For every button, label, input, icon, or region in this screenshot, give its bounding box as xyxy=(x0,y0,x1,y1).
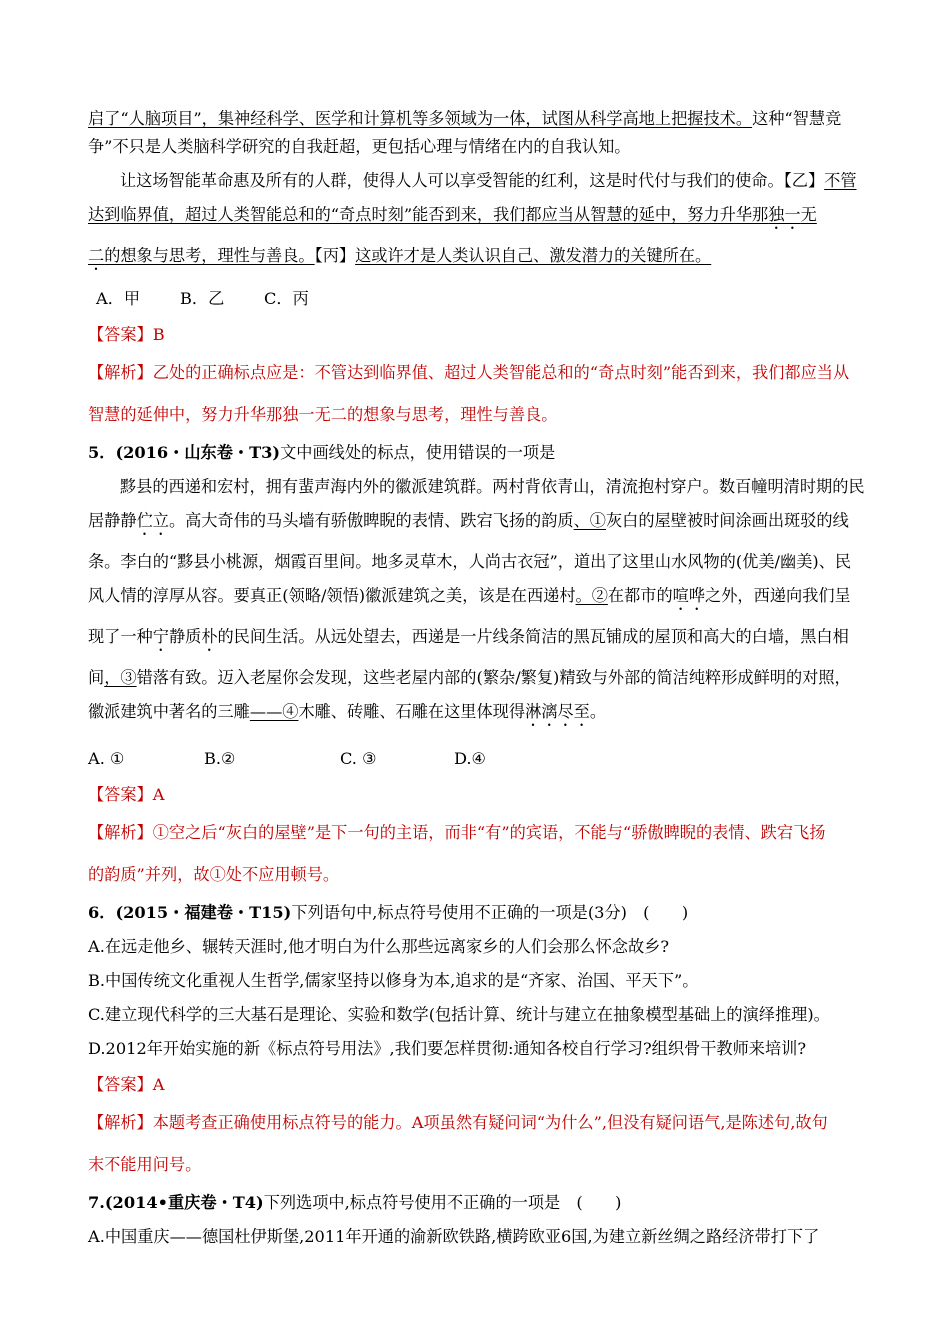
q4-analysis-line2: 智慧的延伸中，努力升华那独一无二的想象与思考，理性与善良。 xyxy=(88,405,558,424)
q5-options xyxy=(88,748,868,770)
q4-para2-line3: 二的想象与思考，理性与善良。【丙】这或许才是人类认识自己、激发潜力的关键所在。 xyxy=(88,246,712,265)
q5-option-c[interactable]: C. ③ xyxy=(340,749,377,768)
q4-option-a[interactable]: A．甲 xyxy=(96,289,141,308)
q4-para2-line2: 达到临界值，超过人类智能总和的“奇点时刻”能否到来，我们都应当从智慧的延中，努力升华那独一无 xyxy=(88,205,817,224)
q5-text-line4: 风人情的淳厚从容。要真正(领略/领悟)徽派建筑之美，该是在西递村。②在都市的喧哗之外，西递向我们呈 xyxy=(88,586,851,605)
q5-option-a[interactable]: A. ① xyxy=(88,749,125,768)
q5-text-line2: 居静静伫立。高大奇伟的马头墙有骄傲睥睨的表情、跌宕飞扬的韵质、①灰白的屋壁被时间涂画出斑驳的线 xyxy=(88,511,849,530)
q5-analysis-line2: 的韵质”并列，故①处不应用顿号。 xyxy=(88,865,340,884)
q6-analysis-line1: 【解析】本题考查正确使用标点符号的能力。A项虽然有疑问词“为什么”,但没有疑问语气,是陈述句,故句 xyxy=(88,1113,828,1132)
q6-option-d[interactable]: D.2012年开始实施的新《标点符号用法》,我们要怎样贯彻:通知各校自行学习?组织骨干教师来培训? xyxy=(88,1039,807,1058)
q6-title: 6．(2015・福建卷・T15)下列语句中,标点符号使用不正确的一项是(3分) ( ) xyxy=(88,903,689,922)
document-page xyxy=(88,108,868,1248)
q5-option-d[interactable]: D.④ xyxy=(454,749,487,768)
q4-line2: 争”不只是人类脑科学研究的自我赶超，更包括心理与情绪在内的自我认知。 xyxy=(88,137,631,156)
q4-para2-line1: 让这场智能革命惠及所有的人群，使得人人可以享受智能的红利，这是时代付与我们的使命。【乙】不管 xyxy=(120,171,857,190)
q5-text-line5: 现了一种宁静质朴的民间生活。从远处望去，西递是一片线条简洁的黑瓦铺成的屋顶和高大的白墙，黑白相 xyxy=(88,627,849,646)
q6-option-c[interactable]: C.建立现代科学的三大基石是理论、实验和数学(包括计算、统计与建立在抽象模型基础上的演绎推理)。 xyxy=(88,1005,830,1024)
q5-analysis-line1: 【解析】①空之后“灰白的屋壁”是下一句的主语，而非“有”的宾语，不能与“骄傲睥睨的表情、跌宕飞扬 xyxy=(88,823,826,842)
q5-text-line7: 徽派建筑中著名的三雕——④木雕、砖雕、石雕在这里体现得淋漓尽至。 xyxy=(88,702,606,721)
q5-text-line6: 间，③错落有致。迈入老屋你会发现，这些老屋内部的(繁杂/繁复)精致与外部的简洁纯粹形成鲜明的对照， xyxy=(88,668,851,687)
q6-option-b[interactable]: B.中国传统文化重视人生哲学,儒家坚持以修身为本,追求的是“齐家、治国、平天下”。 xyxy=(88,971,699,990)
q4-answer: 【答案】B xyxy=(88,325,165,344)
q4-line1: 启了“人脑项目”，集神经科学、医学和计算机等多领域为一体，试图从科学高地上把握技术。这种“智慧竞 xyxy=(88,109,842,128)
q4-analysis-line1: 【解析】乙处的正确标点应是：不管达到临界值、超过人类智能总和的“奇点时刻”能否到来，我们都应当从 xyxy=(88,363,850,382)
q6-analysis-line2: 末不能用问号。 xyxy=(88,1155,202,1174)
q4-option-c[interactable]: C．丙 xyxy=(264,289,309,308)
q5-text-line3: 条。李白的“黟县小桃源，烟霞百里间。地多灵草木，人尚古衣冠”，道出了这里山水风物的(优美/幽美)、民 xyxy=(88,552,852,571)
q6-answer: 【答案】A xyxy=(88,1075,165,1094)
q7-title: 7.(2014•重庆卷・T4)下列选项中,标点符号使用不正确的一项是 ( ) xyxy=(88,1193,622,1212)
q6-option-a[interactable]: A.在远走他乡、辗转天涯时,他才明白为什么那些远离家乡的人们会那么怀念故乡? xyxy=(88,937,670,956)
q5-answer: 【答案】A xyxy=(88,785,165,804)
q4-options xyxy=(88,288,868,310)
q5-option-b[interactable]: B.② xyxy=(204,749,236,768)
q5-title: 5．(2016・山东卷・T3)文中画线处的标点，使用错误的一项是 xyxy=(88,443,556,462)
q5-text-line1: 黟县的西递和宏村，拥有蜚声海内外的徽派建筑群。两村背依青山，清流抱村穿户。数百幢明清时期的民 xyxy=(120,477,865,496)
q4-option-b[interactable]: B．乙 xyxy=(180,289,225,308)
q7-option-a[interactable]: A.中国重庆——德国杜伊斯堡,2011年开通的渝新欧铁路,横跨欧亚6国,为建立新丝绸之路经济带打下了 xyxy=(88,1227,820,1246)
